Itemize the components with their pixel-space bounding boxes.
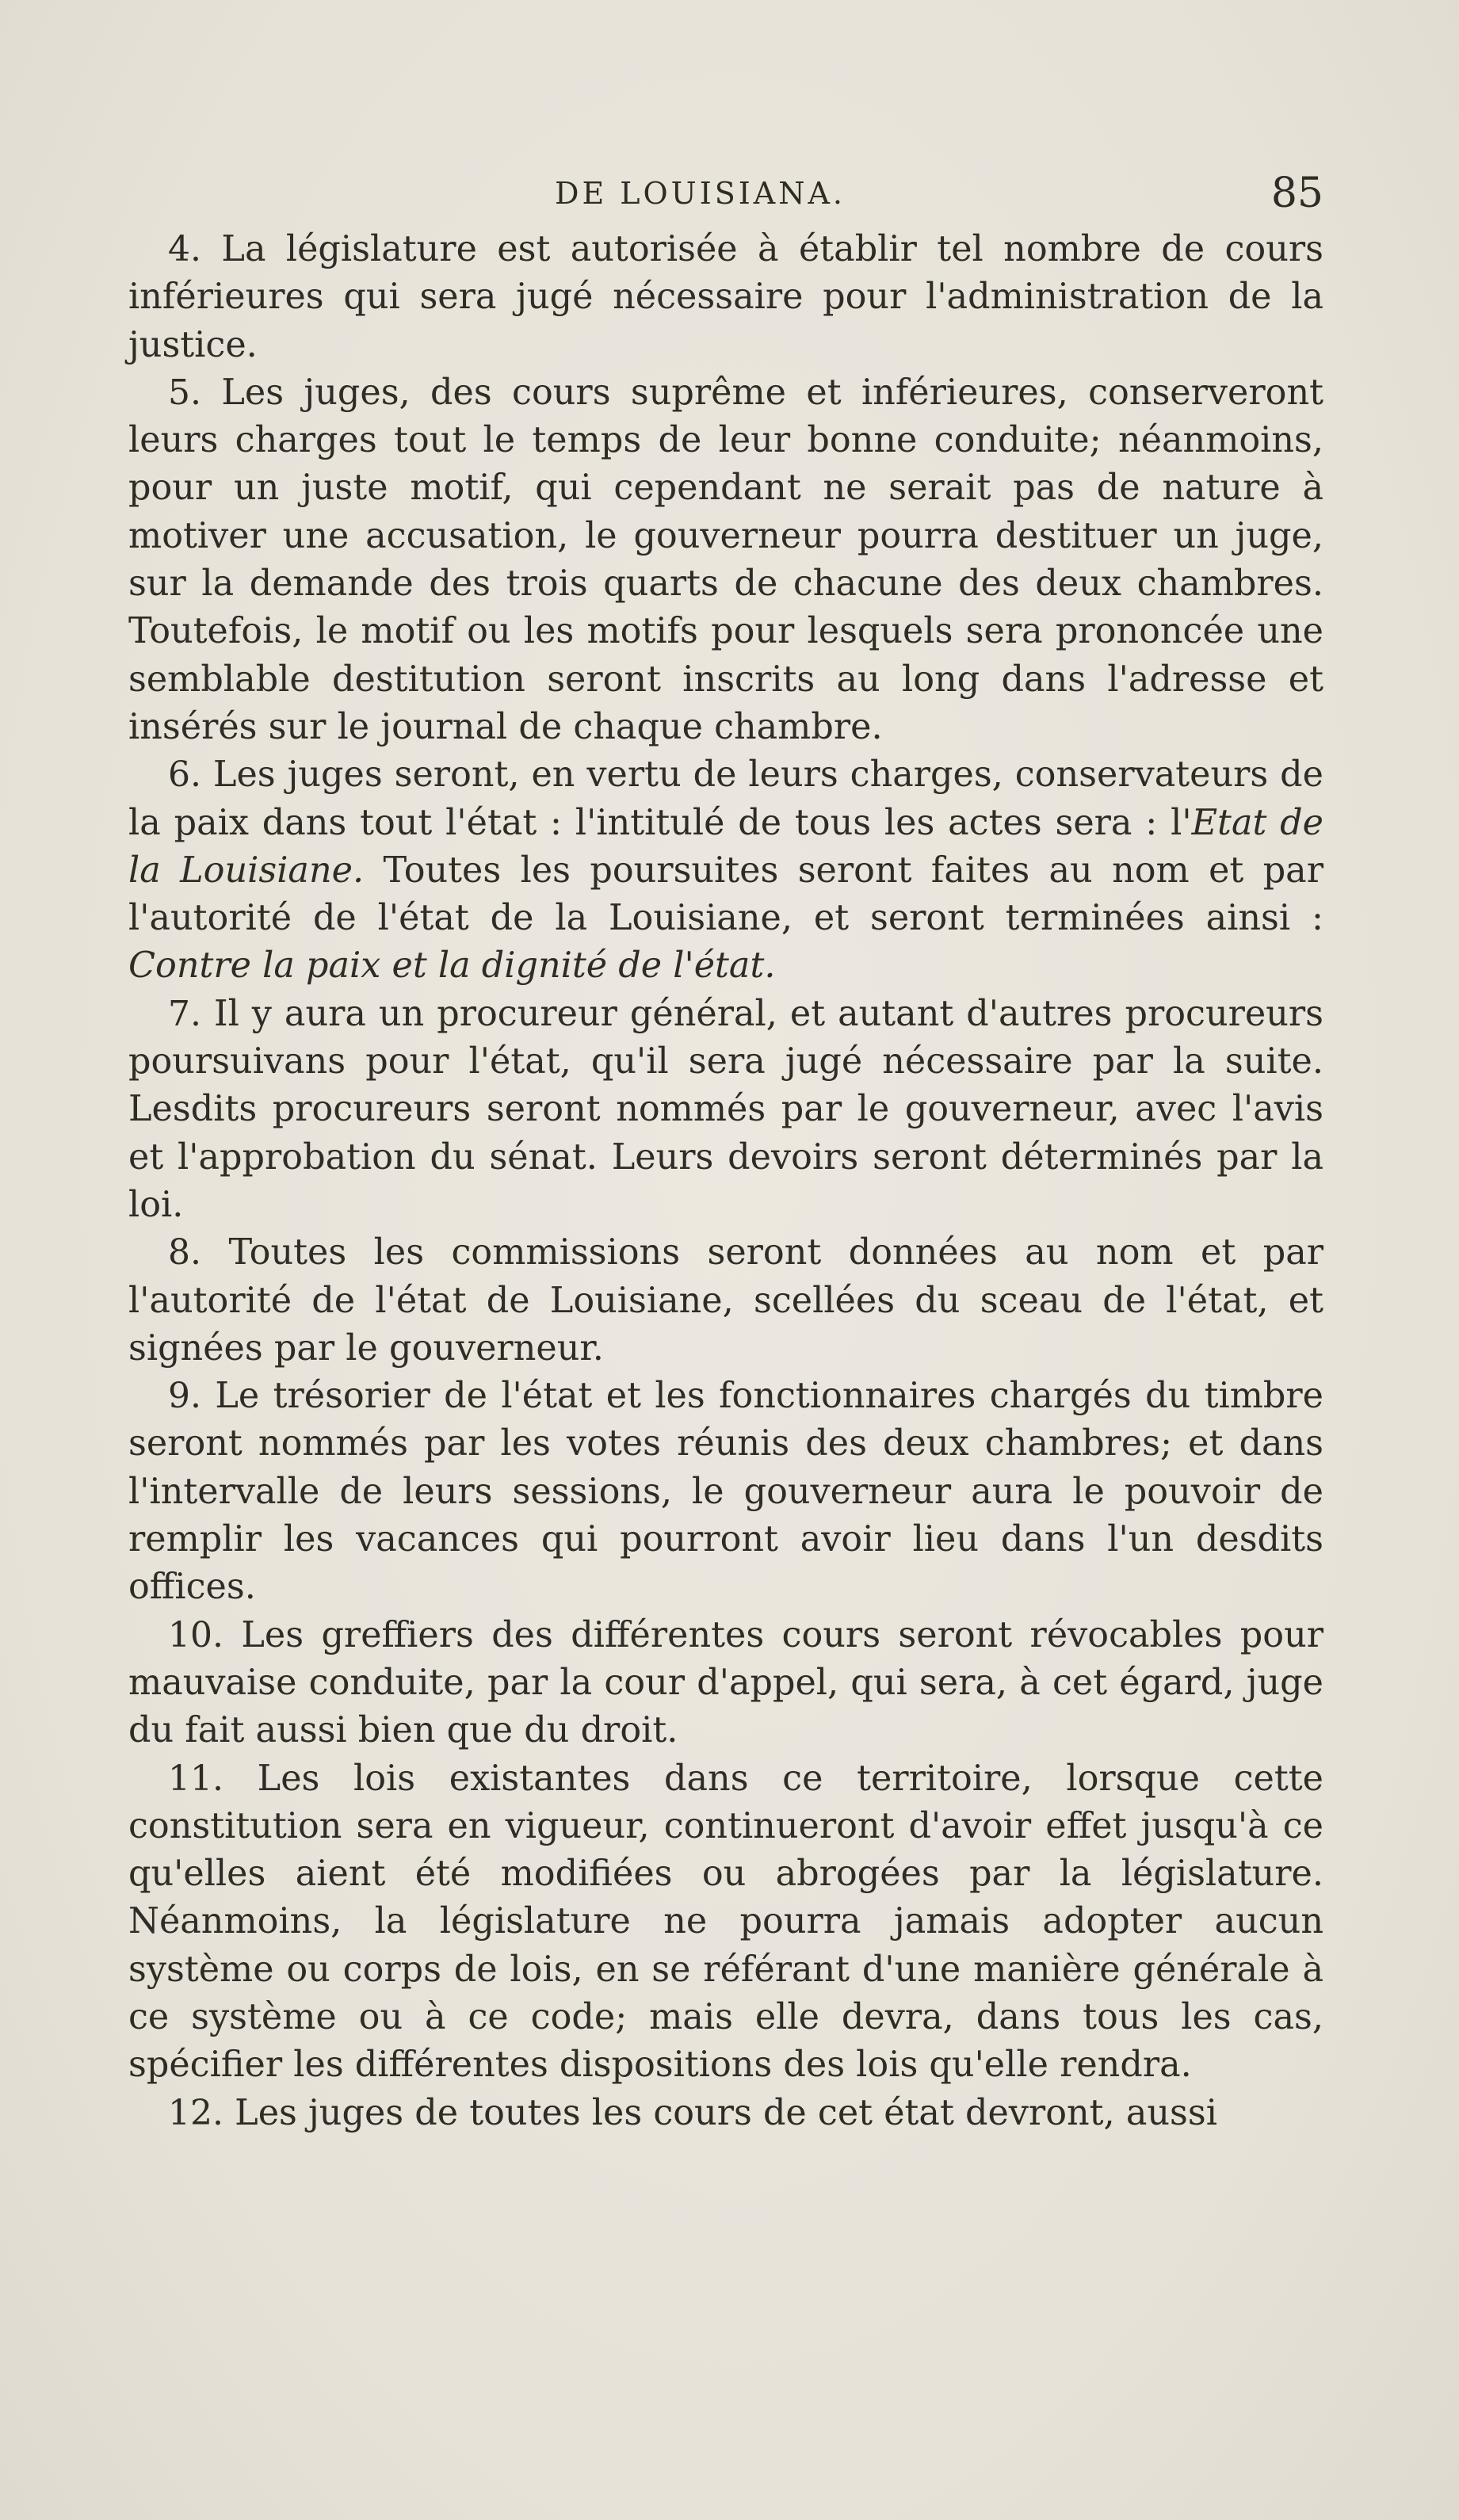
body-text [128,226,1323,2137]
article-text: Toutes les poursuites seront faites au nom et par l'autorité de l'état de la Louisiane, et seront terminées ainsi : [128,850,1323,939]
article-number: 10. [168,1614,223,1655]
article-number: 12. [168,2092,223,2133]
article-9 [128,1373,1323,1611]
article-11 [128,1755,1323,2090]
article-number: 5. [168,372,201,413]
article-text: Les lois existantes dans ce territoire, lorsque cette constitution sera en vigueur, continueront d'avoir effet jusqu'à ce qu'elles aient été modifiées ou abrogées par la législature. Néanmoins, la législature ne pourra jamais adopter aucun système ou corps de lois, en se référant d'une manière générale à ce système ou à ce code; mais elle devra, dans tous les cas, spécifier les différentes dispositions des lois qu'elle rendra. [128,1758,1323,2086]
page-number: 85 [1270,170,1323,217]
article-10 [128,1612,1323,1755]
article-text: Le trésorier de l'état et les fonctionnaires chargés du timbre seront nommés par les votes réunis des deux chambres; et dans l'intervalle de leurs sessions, le gouverneur aura le pouvoir de remplir les vacances qui pourront avoir lieu dans l'un desdits offices. [128,1376,1323,1608]
article-7 [128,991,1323,1229]
page-header [127,170,1323,231]
article-12 [128,2090,1323,2137]
article-4 [128,226,1323,369]
article-italic: Etat de la Louisiane. [128,802,1324,891]
article-5 [128,369,1323,751]
article-number: 9. [168,1376,201,1417]
article-text: Les juges de toutes les cours de cet état devront, aussi [235,2092,1217,2133]
article-italic: Contre la paix et la dignité de l'état. [128,945,776,987]
article-number: 11. [168,1758,223,1799]
article-number: 4. [168,229,201,269]
article-text: Les greffiers des différentes cours seront révocables pour mauvaise conduite, par la cour d'appel, qui sera, à cet égard, juge du fait aussi bien que du droit. [128,1614,1323,1751]
article-number: 7. [168,993,201,1034]
article-text: Les juges seront, en vertu de leurs charges, conservateurs de la paix dans tout l'état : l'intitulé de tous les actes sera : l' [128,754,1323,843]
running-head: DE LOUISIANA. [555,176,846,211]
article-number: 8. [168,1232,201,1273]
article-text: Toutes les commissions seront données au nom et par l'autorité de l'état de Louisiane, scellées du sceau de l'état, et signées par le gouverneur. [128,1232,1323,1369]
article-8 [128,1229,1323,1373]
article-6 [128,751,1323,990]
article-text: La législature est autorisée à établir tel nombre de cours inférieures qui sera jugé nécessaire pour l'administration de la justice. [128,229,1323,365]
article-number: 6. [168,754,201,796]
article-text: Il y aura un procureur général, et autant d'autres procureurs poursuivans pour l'état, qu'il sera jugé nécessaire par la suite. Lesdits procureurs seront nommés par le gouverneur, avec l'avis et l'approbation du sénat. Leurs devoirs seront déterminés par la loi. [128,993,1323,1225]
article-text: Les juges, des cours suprême et inférieures, conserveront leurs charges tout le temps de leur bonne conduite; néanmoins, pour un juste motif, qui cependant ne serait pas de nature à motiver une accusation, le gouverneur pourra destituer un juge, sur la demande des trois quarts de chacune des deux chambres. Toutefois, le motif ou les motifs pour lesquels sera prononcée une semblable destitution seront inscrits au long dans l'adresse et insérés sur le journal de chaque chambre. [128,372,1323,747]
